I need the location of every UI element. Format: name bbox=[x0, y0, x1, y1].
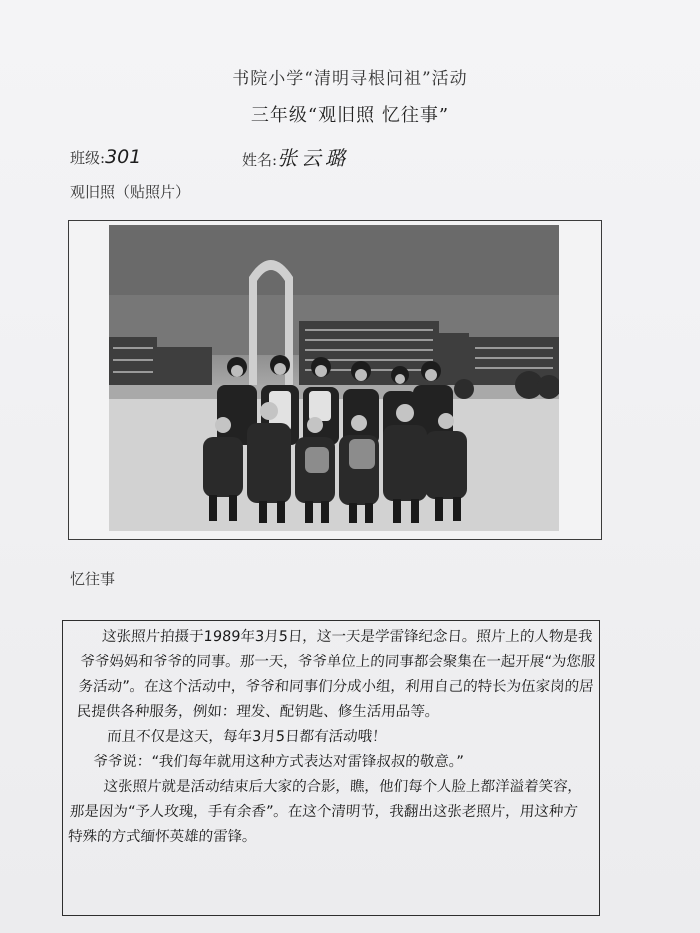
class-label: 班级: bbox=[70, 149, 106, 167]
activity-title: 书院小学“清明寻根问祖”活动 bbox=[232, 69, 468, 89]
memory-paragraph-2: 而且不仅是这天，每年3月5日都有活动哦！ bbox=[106, 729, 388, 745]
memory-paragraph-3: 爷爷说：“我们每年就用这种方式表达对雷锋叔叔的敬意。” bbox=[92, 754, 465, 770]
name-label: 姓名: bbox=[242, 151, 278, 169]
photo-frame bbox=[68, 220, 602, 540]
memory-paragraph-1: 这张照片拍摄于1989年3月5日，这一天是学雷锋纪念日。照片上的人物是我爷爷妈妈和爷爷的同事。那一天，爷爷单位上的同事都会聚集在一起开展“为您服务活动”。在这个活动中，爷爷和同事们分成小组，利用自己的特长为伍家岗的居民提供各种服务，例如：理发、配钥匙、修生活用品等。 bbox=[76, 629, 596, 720]
memory-text bbox=[67, 625, 599, 850]
memory-section-label: 忆往事 bbox=[70, 570, 116, 588]
old-photo bbox=[109, 225, 559, 531]
name-field bbox=[242, 142, 349, 171]
memory-paragraph-4: 这张照片就是活动结束后大家的合影，瞧，他们每个人脸上都洋溢着笑容，那是因为“予人玫瑰，手有余香”。在这个清明节，我翻出这张老照片，用这种方特殊的方式缅怀英雄的雷锋。 bbox=[67, 779, 583, 845]
class-value: 301 bbox=[105, 146, 142, 168]
photo-illustration bbox=[109, 225, 559, 531]
photo-section-label: 观旧照（贴照片） bbox=[70, 183, 191, 201]
grade-subtitle: 三年级“观旧照 忆往事” bbox=[250, 105, 450, 126]
name-value: 张云璐 bbox=[277, 146, 350, 170]
memory-box bbox=[62, 620, 600, 916]
class-field bbox=[70, 146, 141, 168]
